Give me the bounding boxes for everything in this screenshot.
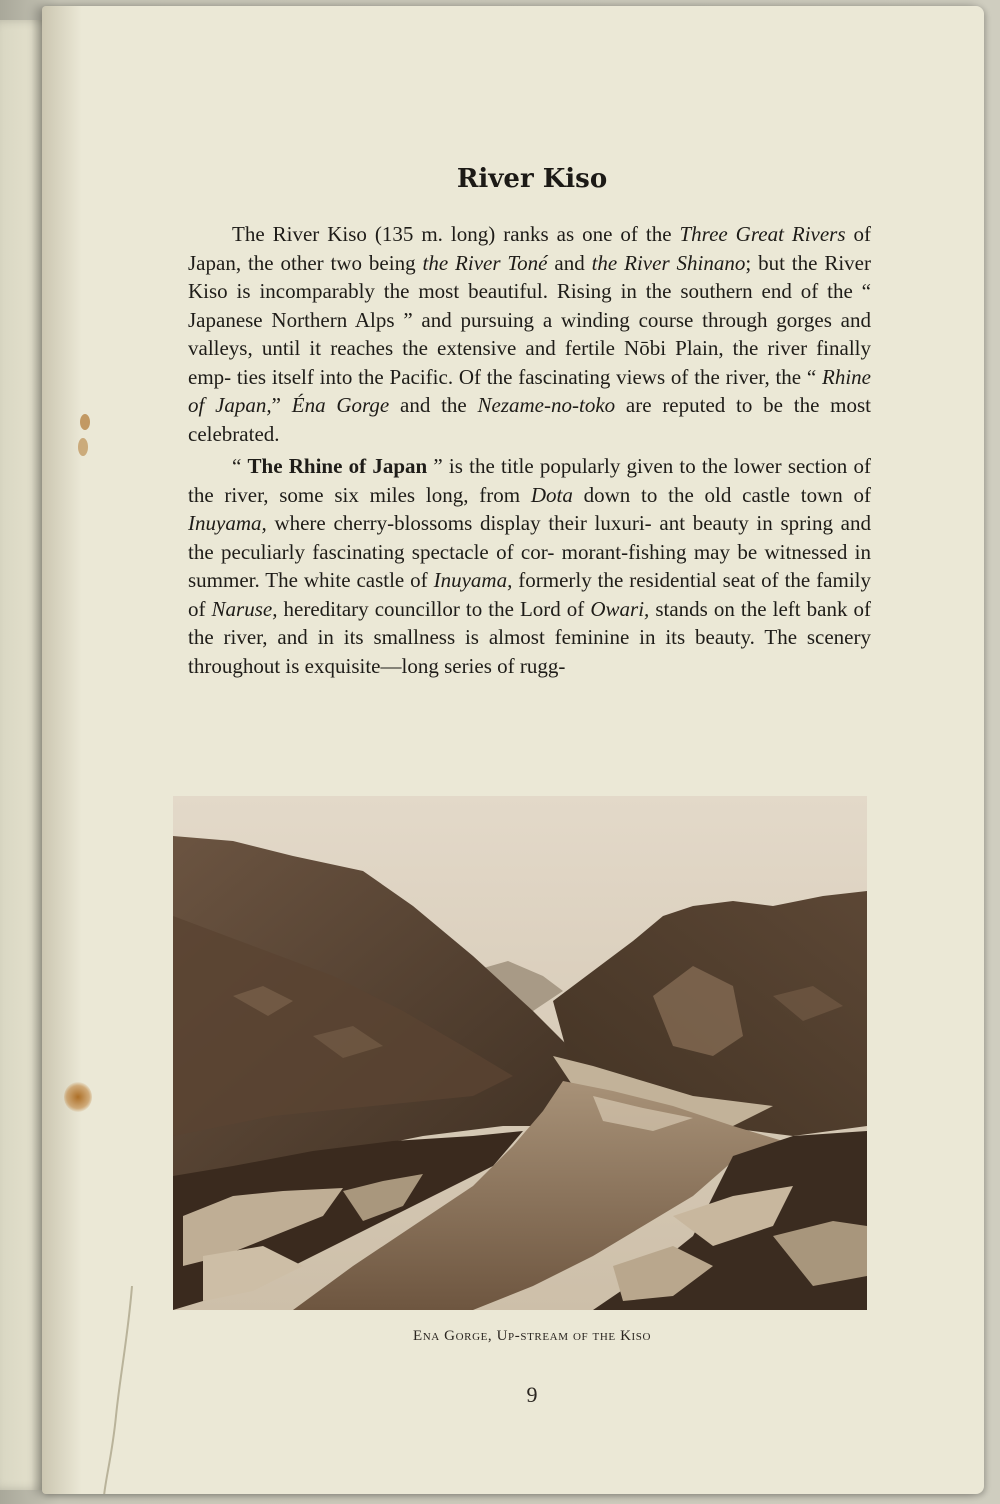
- ena-gorge-photograph: [173, 796, 867, 1310]
- text-run: formerly the residential seat of the family of: [188, 568, 871, 621]
- text-run: ”: [271, 393, 292, 417]
- italic-phrase: Dota: [530, 482, 573, 507]
- age-stain: [80, 414, 90, 430]
- age-stain: [78, 438, 88, 456]
- text-run: The River Kiso (135 m. long) ranks as one of the: [232, 222, 680, 246]
- text-run: “: [232, 454, 248, 478]
- italic-phrase: Naruse,: [211, 596, 278, 621]
- text-run: of Japan, the other two being: [188, 222, 871, 275]
- text-run: ” is the title popularly given to the lower section of the river, some six miles long, from: [188, 454, 871, 507]
- italic-phrase: Nezame-no-toko: [477, 393, 616, 417]
- text-run: are reputed to be the most celebrated.: [188, 393, 871, 446]
- text-run: hereditary councillor to the Lord of: [277, 596, 591, 621]
- text-run: down to the old castle town of: [572, 482, 871, 507]
- text-run: and: [547, 250, 592, 275]
- paragraph-intro: [188, 220, 871, 448]
- text-run: where cherry-blossoms display their luxuri- ant beauty in spring and the peculiarly fascinating spectacle of cor- morant-fishing may be witnessed in summer. The white castle of: [188, 511, 871, 592]
- photo-caption: Ena Gorge, Up-stream of the Kiso: [412, 1328, 652, 1344]
- paragraph-rhine-of-japan: [188, 452, 871, 680]
- italic-phrase: Éna Gorge: [291, 393, 390, 417]
- page-title: River Kiso: [456, 164, 608, 194]
- article-body: [188, 220, 871, 680]
- italic-phrase: Inuyama,: [188, 511, 267, 535]
- gorge-photo-image: [173, 796, 867, 1310]
- text-run: stands on the left bank of the river, and in its smallness is almost feminine in its beauty. The scenery throughout is exquisite—long series of rugg-: [188, 596, 872, 678]
- italic-phrase: the River Toné: [422, 250, 548, 275]
- italic-phrase: the River Shinano: [591, 250, 746, 275]
- text-run: ; but the River Kiso is incomparably the most beautiful. Rising in the southern end of the “ Japanese Northern Alps ” and pursuing a winding course through gorges and valleys, until it reaches the extensive and fertile Nōbi Plain, the river finally emp- ties itself into the Pacific. Of the fascinating views of the river, the “: [188, 250, 871, 389]
- italic-phrase: Three Great Rivers: [679, 222, 846, 246]
- booklet-page: [42, 6, 984, 1494]
- italic-phrase: Owari,: [590, 596, 650, 621]
- age-stain: [64, 1082, 92, 1112]
- italic-phrase: Inuyama,: [433, 568, 513, 592]
- text-run: and the: [389, 393, 478, 417]
- italic-phrase: Rhine of Japan,: [188, 364, 871, 417]
- page-number: 9: [526, 1382, 538, 1407]
- bold-phrase: The Rhine of Japan: [247, 454, 428, 478]
